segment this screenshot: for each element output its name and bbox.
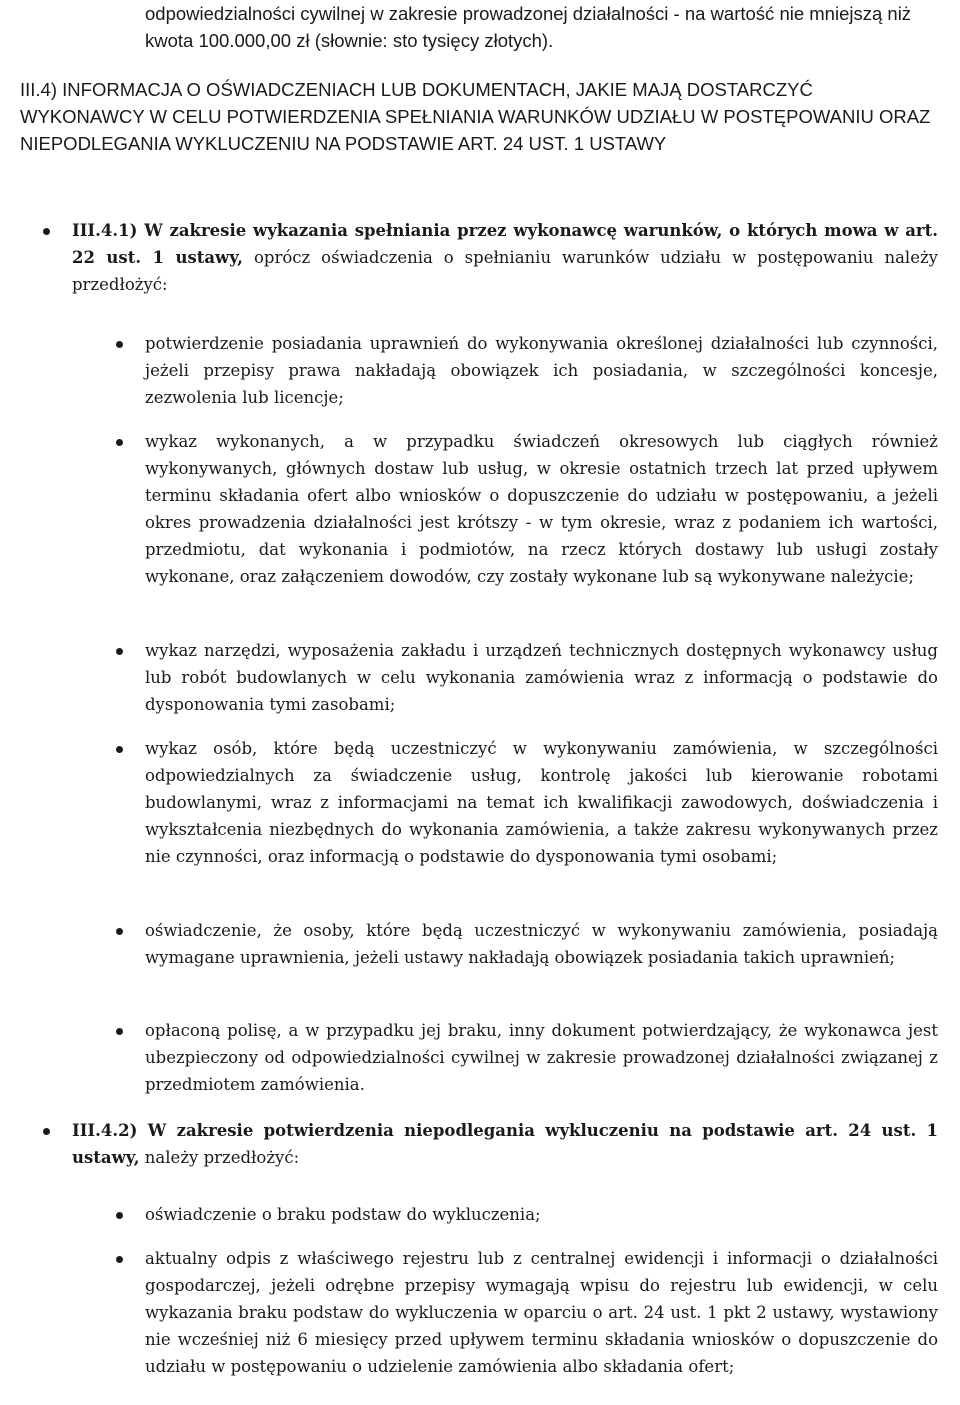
list-item: wykaz narzędzi, wyposażenia zakładu i urządzeń technicznych dostępnych wykonawcy usług lub robót budowlanych w celu wykonania zamówienia wraz z informacją o podstawie do dysponowania tymi zasobami; xyxy=(145,641,938,714)
bullet-marker xyxy=(43,228,50,235)
bullet-marker xyxy=(116,928,123,935)
bullet-marker xyxy=(116,439,123,446)
list-item: wykaz wykonanych, a w przypadku świadczeń okresowych lub ciągłych również wykonywanych, głównych dostaw lub usług, w okresie ostatnich trzech lat przed upływem terminu składania ofert albo wniosków o dopuszczenie do udziału w postępowaniu, a jeżeli okres prowadzenia działalności jest krótszy - w tym okresie, wraz z podaniem ich wartości, przedmiotu, dat wykonania i podmiotów, na rzecz których dostawy lub usługi zostały wykonane, oraz załączeniem dowodów, czy zostały wykonane lub są wykonywane należycie; xyxy=(145,432,938,586)
bullet-marker xyxy=(43,1128,50,1135)
subsection-4-1 xyxy=(72,217,938,298)
subsection-4-2-rest: należy przedłożyć: xyxy=(139,1148,300,1167)
bullet-marker xyxy=(116,341,123,348)
bullet-marker xyxy=(116,1212,123,1219)
list-item: wykaz osób, które będą uczestniczyć w wykonywaniu zamówienia, w szczególności odpowiedzialnych za świadczenie usług, kontrolę jakości lub kierowanie robotami budowlanymi, wraz z informacjami na temat ich kwalifikacji zawodowych, doświadczenia i wykształcenia niezbędnych do wykonania zamówienia, a także zakresu wykonywanych przez nie czynności, oraz informacją o podstawie do dysponowania tymi osobami; xyxy=(145,739,938,866)
continuation-paragraph: odpowiedzialności cywilnej w zakresie prowadzonej działalności - na wartość nie mniejszą niż kwota 100.000,00 zł (słownie: sto tysięcy złotych). xyxy=(145,3,912,51)
subsection-4-1-lead: III.4.1) W zakresie wykazania spełniania przez wykonawcę warunków, o których mowa w art. 22 ust. 1 ustawy, xyxy=(72,221,938,267)
subsection-4-2 xyxy=(72,1117,938,1171)
bullet-marker xyxy=(116,648,123,655)
subsection-4-2-lead: III.4.2) W zakresie potwierdzenia niepodlegania wykluczeniu na podstawie art. 24 ust. 1 ustawy, xyxy=(72,1121,938,1167)
bullet-marker xyxy=(116,746,123,753)
list-item: opłaconą polisę, a w przypadku jej braku, inny dokument potwierdzający, że wykonawca jest ubezpieczony od odpowiedzialności cywilnej w zakresie prowadzonej działalności związanej z przedmiotem zamówienia. xyxy=(145,1021,938,1094)
subsection-4-1-rest: oprócz oświadczenia o spełnianiu warunków udziału w postępowaniu należy przedłożyć: xyxy=(72,248,938,294)
list-item: potwierdzenie posiadania uprawnień do wykonywania określonej działalności lub czynności, jeżeli przepisy prawa nakładają obowiązek ich posiadania, w szczególności koncesje, zezwolenia lub licencje; xyxy=(145,334,938,407)
list-item: oświadczenie o braku podstaw do wykluczenia; xyxy=(145,1205,541,1224)
list-item: aktualny odpis z właściwego rejestru lub z centralnej ewidencji i informacji o działalności gospodarczej, jeżeli odrębne przepisy wymagają wpisu do rejestru lub ewidencji, w celu wykazania braku podstaw do wykluczenia w oparciu o art. 24 ust. 1 pkt 2 ustawy, wystawiony nie wcześniej niż 6 miesięcy przed upływem terminu składania wniosków o dopuszczenie do udziału w postępowaniu o udzielenie zamówienia albo składania ofert; xyxy=(145,1249,938,1376)
section-heading: III.4) INFORMACJA O OŚWIADCZENIACH LUB DOKUMENTACH, JAKIE MAJĄ DOSTARCZYĆ WYKONAWCY W CELU POTWIERDZENIA SPEŁNIANIA WARUNKÓW UDZIAŁU W POSTĘPOWANIU ORAZ NIEPODLEGANIA WYKLUCZENIU NA PODSTAWIE ART. 24 UST. 1 USTAWY xyxy=(20,79,931,154)
bullet-marker xyxy=(116,1028,123,1035)
list-item: oświadczenie, że osoby, które będą uczestniczyć w wykonywaniu zamówienia, posiadają wymagane uprawnienia, jeżeli ustawy nakładają obowiązek posiadania takich uprawnień; xyxy=(145,921,938,967)
bullet-marker xyxy=(116,1256,123,1263)
